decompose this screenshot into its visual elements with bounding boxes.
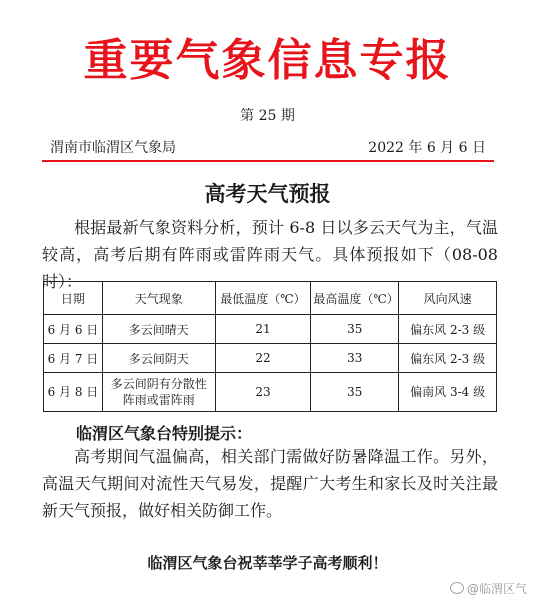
notice-heading: 临渭区气象台特别提示： bbox=[76, 424, 253, 443]
max-temp-cell: 33 bbox=[311, 344, 399, 373]
table-row bbox=[44, 315, 497, 344]
watermark-text: @临渭区气 bbox=[466, 582, 527, 596]
max-temp-cell: 35 bbox=[311, 373, 399, 412]
weather-cell: 多云间阴有分散性阵雨或雷阵雨 bbox=[102, 373, 215, 412]
weibo-logo-icon bbox=[450, 582, 464, 594]
wind-cell: 偏南风 3-4 级 bbox=[399, 373, 497, 412]
max-temp-cell: 35 bbox=[311, 315, 399, 344]
report-banner: 重要气象信息专报 bbox=[83, 35, 452, 86]
header-cell: 日期 bbox=[44, 282, 103, 315]
min-temp-cell: 23 bbox=[215, 373, 311, 412]
red-divider bbox=[42, 160, 494, 162]
min-temp-cell: 21 bbox=[215, 315, 311, 344]
weather-cell: 多云间晴天 bbox=[102, 315, 215, 344]
issue-date: 2022 年 6 月 6 日 bbox=[368, 140, 486, 156]
date-cell: 6 月 7 日 bbox=[44, 344, 103, 373]
date-cell: 6 月 6 日 bbox=[44, 315, 103, 344]
header-cell: 最高温度（℃） bbox=[311, 282, 399, 315]
agency-name: 渭南市临渭区气象局 bbox=[50, 140, 176, 156]
weather-cell: 多云间阴天 bbox=[102, 344, 215, 373]
notice-paragraph: 高考期间气温偏高，相关部门需做好防暑降温工作。另外，高温天气期间对流性天气易发，提醒广大考生和家长及时关注最新天气预报，做好相关防御工作。 bbox=[42, 447, 498, 520]
watermark bbox=[450, 580, 527, 597]
closing-line: 临渭区气象台祝莘莘学子高考顺利！ bbox=[147, 554, 388, 572]
forecast-table bbox=[43, 281, 497, 412]
issue-number: 第 25 期 bbox=[240, 108, 295, 124]
table-header-row bbox=[44, 282, 497, 315]
intro-paragraph: 根据最新气象资料分析，预计 6-8 日以多云天气为主，气温较高，高考后期有阵雨或雷阵雨天气。具体预报如下（08-08 时）： bbox=[42, 218, 498, 291]
header-cell: 最低温度（℃） bbox=[215, 282, 311, 315]
table-row bbox=[44, 344, 497, 373]
wind-cell: 偏东风 2-3 级 bbox=[399, 315, 497, 344]
header-cell: 风向风速 bbox=[399, 282, 497, 315]
wind-cell: 偏东风 2-3 级 bbox=[399, 344, 497, 373]
meta-row bbox=[50, 137, 486, 157]
date-cell: 6 月 8 日 bbox=[44, 373, 103, 412]
min-temp-cell: 22 bbox=[215, 344, 311, 373]
document-title: 高考天气预报 bbox=[204, 182, 331, 206]
header-cell: 天气现象 bbox=[102, 282, 215, 315]
table-row bbox=[44, 373, 497, 412]
